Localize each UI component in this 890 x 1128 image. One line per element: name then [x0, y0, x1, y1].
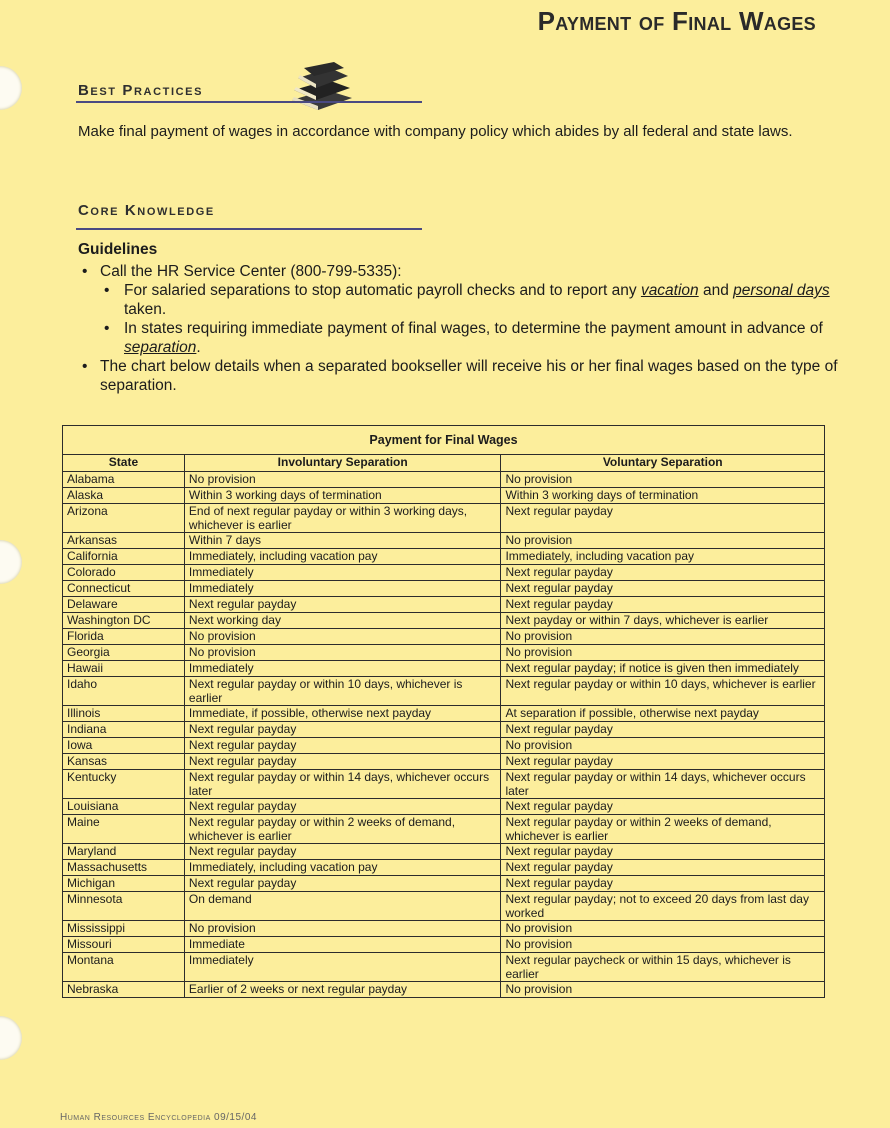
core-knowledge-heading: Core Knowledge [78, 202, 215, 219]
involuntary-cell: Immediately, including vacation pay [184, 860, 501, 876]
voluntary-cell: Within 3 working days of termination [501, 488, 825, 504]
best-practices-text: Make final payment of wages in accordance with company policy which abides by all federal and state laws. [78, 123, 793, 140]
voluntary-cell: Next regular payday [501, 581, 825, 597]
voluntary-cell: Next regular payday [501, 876, 825, 892]
voluntary-cell: Next regular payday [501, 565, 825, 581]
table-row [63, 472, 825, 488]
table-row [63, 661, 825, 677]
personal-days-link[interactable]: personal days [733, 282, 830, 299]
involuntary-cell: Next regular payday [184, 722, 501, 738]
involuntary-cell: Immediate [184, 937, 501, 953]
voluntary-cell: No provision [501, 982, 825, 998]
final-wages-table [62, 425, 825, 998]
voluntary-cell: No provision [501, 921, 825, 937]
table-row [63, 921, 825, 937]
involuntary-cell: No provision [184, 629, 501, 645]
table-row [63, 892, 825, 921]
involuntary-cell: Next regular payday [184, 754, 501, 770]
table-row [63, 770, 825, 799]
involuntary-cell: End of next regular payday or within 3 working days, whichever is earlier [184, 504, 501, 533]
table-row [63, 754, 825, 770]
voluntary-cell: Next regular payday; not to exceed 20 days from last day worked [501, 892, 825, 921]
table-row [63, 876, 825, 892]
voluntary-cell: Next regular payday; if notice is given then immediately [501, 661, 825, 677]
state-cell: Minnesota [63, 892, 185, 921]
state-cell: Delaware [63, 597, 185, 613]
state-cell: Illinois [63, 706, 185, 722]
table-row [63, 549, 825, 565]
involuntary-cell: Immediately [184, 581, 501, 597]
voluntary-cell: Next regular payday or within 2 weeks of demand, whichever is earlier [501, 815, 825, 844]
list-item: • For salaried separations to stop automatic payroll checks and to report any vacation and personal days taken. [104, 282, 830, 318]
column-header-state: State [63, 455, 185, 472]
bullet-icon: • [104, 320, 110, 337]
binder-hole-top [0, 66, 22, 110]
state-cell: Florida [63, 629, 185, 645]
book-stack-icon [286, 60, 358, 112]
state-cell: California [63, 549, 185, 565]
voluntary-cell: Next regular payday [501, 722, 825, 738]
state-cell: Nebraska [63, 982, 185, 998]
voluntary-cell: No provision [501, 629, 825, 645]
state-cell: Michigan [63, 876, 185, 892]
table-row [63, 799, 825, 815]
state-cell: Louisiana [63, 799, 185, 815]
involuntary-cell: Immediately [184, 565, 501, 581]
table-row [63, 860, 825, 876]
guidelines-list [78, 262, 838, 395]
involuntary-cell: No provision [184, 645, 501, 661]
involuntary-cell: Earlier of 2 weeks or next regular payday [184, 982, 501, 998]
involuntary-cell: Within 3 working days of termination [184, 488, 501, 504]
state-cell: Arizona [63, 504, 185, 533]
involuntary-cell: No provision [184, 921, 501, 937]
binder-hole-bottom [0, 1016, 22, 1060]
table-row [63, 722, 825, 738]
state-cell: Missouri [63, 937, 185, 953]
involuntary-cell: Next regular payday or within 14 days, whichever occurs later [184, 770, 501, 799]
state-cell: Maine [63, 815, 185, 844]
table-caption: Payment for Final Wages [63, 426, 825, 455]
state-cell: Idaho [63, 677, 185, 706]
state-cell: Hawaii [63, 661, 185, 677]
table-row [63, 488, 825, 504]
involuntary-cell: Immediate, if possible, otherwise next payday [184, 706, 501, 722]
state-cell: Iowa [63, 738, 185, 754]
voluntary-cell: Next regular payday [501, 754, 825, 770]
involuntary-cell: Next regular payday or within 2 weeks of demand, whichever is earlier [184, 815, 501, 844]
involuntary-cell: Next regular payday or within 10 days, whichever is earlier [184, 677, 501, 706]
state-cell: Indiana [63, 722, 185, 738]
best-practices-rule [76, 101, 422, 103]
voluntary-cell: Next regular payday [501, 504, 825, 533]
guidelines-title: Guidelines [78, 241, 158, 258]
involuntary-cell: No provision [184, 472, 501, 488]
column-header-voluntary: Voluntary Separation [501, 455, 825, 472]
voluntary-cell: Next regular payday [501, 799, 825, 815]
voluntary-cell: No provision [501, 472, 825, 488]
state-cell: Alabama [63, 472, 185, 488]
voluntary-cell: No provision [501, 533, 825, 549]
table-row [63, 597, 825, 613]
bullet-icon: • [82, 263, 88, 280]
involuntary-cell: Next regular payday [184, 799, 501, 815]
state-cell: Mississippi [63, 921, 185, 937]
table-row [63, 844, 825, 860]
table-row [63, 645, 825, 661]
separation-link[interactable]: separation [124, 339, 197, 356]
voluntary-cell: At separation if possible, otherwise next payday [501, 706, 825, 722]
involuntary-cell: Next regular payday [184, 597, 501, 613]
involuntary-cell: Within 7 days [184, 533, 501, 549]
voluntary-cell: Next regular payday [501, 597, 825, 613]
state-cell: Montana [63, 953, 185, 982]
core-knowledge-rule [76, 228, 422, 230]
state-cell: Alaska [63, 488, 185, 504]
table-row [63, 581, 825, 597]
table-row [63, 565, 825, 581]
page-footer: Human Resources Encyclopedia 09/15/04 [60, 1112, 257, 1123]
involuntary-cell: Immediately [184, 661, 501, 677]
involuntary-cell: Next regular payday [184, 844, 501, 860]
table-row [63, 613, 825, 629]
page-title: Payment of Final Wages [537, 6, 816, 36]
involuntary-cell: Next regular payday [184, 738, 501, 754]
voluntary-cell: Next regular payday or within 10 days, whichever is earlier [501, 677, 825, 706]
table-row [63, 937, 825, 953]
voluntary-cell: Next regular payday or within 14 days, whichever occurs later [501, 770, 825, 799]
column-header-involuntary: Involuntary Separation [184, 455, 501, 472]
state-cell: Arkansas [63, 533, 185, 549]
table-row [63, 815, 825, 844]
table-row [63, 533, 825, 549]
state-cell: Kentucky [63, 770, 185, 799]
state-cell: Connecticut [63, 581, 185, 597]
state-cell: Georgia [63, 645, 185, 661]
binder-hole-middle [0, 540, 22, 584]
involuntary-cell: Next working day [184, 613, 501, 629]
involuntary-cell: Immediately, including vacation pay [184, 549, 501, 565]
best-practices-heading: Best Practices [78, 82, 204, 99]
voluntary-cell: Next regular paycheck or within 15 days, whichever is earlier [501, 953, 825, 982]
voluntary-cell: Next regular payday [501, 844, 825, 860]
list-item: • In states requiring immediate payment of final wages, to determine the payment amount in advance of separation. [104, 320, 823, 356]
voluntary-cell: No provision [501, 738, 825, 754]
involuntary-cell: On demand [184, 892, 501, 921]
table-row [63, 982, 825, 998]
bullet-icon: • [82, 358, 88, 375]
table-row [63, 953, 825, 982]
state-cell: Maryland [63, 844, 185, 860]
list-item: • Call the HR Service Center (800-799-5335): [82, 263, 402, 280]
voluntary-cell: Next regular payday [501, 860, 825, 876]
voluntary-cell: Immediately, including vacation pay [501, 549, 825, 565]
table-row [63, 738, 825, 754]
table-row [63, 677, 825, 706]
bullet-icon: • [104, 282, 110, 299]
vacation-link[interactable]: vacation [640, 282, 699, 299]
table-row [63, 629, 825, 645]
voluntary-cell: No provision [501, 937, 825, 953]
table-row [63, 706, 825, 722]
state-cell: Kansas [63, 754, 185, 770]
voluntary-cell: No provision [501, 645, 825, 661]
table-row [63, 504, 825, 533]
state-cell: Massachusetts [63, 860, 185, 876]
state-cell: Colorado [63, 565, 185, 581]
involuntary-cell: Next regular payday [184, 876, 501, 892]
involuntary-cell: Immediately [184, 953, 501, 982]
state-cell: Washington DC [63, 613, 185, 629]
voluntary-cell: Next payday or within 7 days, whichever is earlier [501, 613, 825, 629]
list-item: • The chart below details when a separated bookseller will receive his or her final wages based on the type of separation. [82, 358, 838, 394]
